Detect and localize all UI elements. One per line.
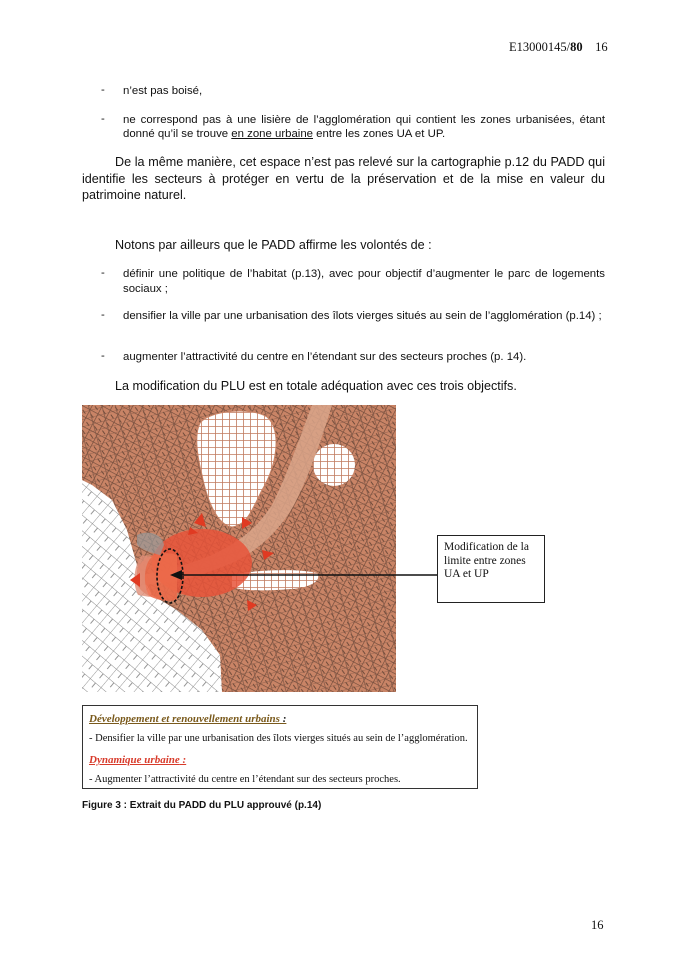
legend-title-dynamic: Dynamique urbaine :: [89, 754, 187, 766]
bullet-center-attractiveness: augmenter l’attractivité du centre en l’étendant sur des secteurs proches (p. 14).: [123, 351, 527, 363]
page-number: 16: [591, 918, 604, 932]
underlined-urban-zone: en zone urbaine: [231, 128, 313, 140]
reference-total: 80: [570, 40, 583, 54]
map-annotation-box: Modification de la limite entre zones UA et UP: [437, 535, 545, 603]
reference-number: E13000145/: [509, 40, 571, 54]
undeveloped-block-small: [313, 444, 355, 486]
bullet-not-edge-line2: [123, 127, 605, 142]
document-reference: [509, 40, 608, 55]
map-legend: [82, 705, 478, 789]
header-page-number: 16: [595, 40, 608, 54]
bullet-dash: -: [101, 350, 105, 362]
text-segment: donné qu’il se trouve: [123, 128, 232, 140]
legend-item-attractiveness: - Augmenter l’attractivité du centre en l’étendant sur des secteurs proches.: [89, 774, 401, 785]
bullet-dash: -: [101, 113, 105, 125]
bullet-densify-city: densifier la ville par une urbanisation des îlots vierges situés au sein de l’agglomération (p.14) ;: [123, 310, 602, 322]
legend-title-development: Développement et renouvellement urbains :: [89, 713, 287, 725]
paragraph-plu-consistency: La modification du PLU est en totale adéquation avec ces trois objectifs.: [115, 379, 517, 393]
figure-caption: Figure 3 : Extrait du PADD du PLU approuvé (p.14): [82, 800, 322, 811]
padd-map-image: [82, 405, 396, 692]
bullet-not-edge-line1: ne correspond pas à une lisière de l’agglomération qui contient les zones urbanisées, étant: [123, 114, 605, 126]
bullet-not-wooded: n’est pas boisé,: [123, 85, 203, 97]
bullet-dash: -: [101, 84, 105, 96]
text-segment: entre les zones UA et UP.: [313, 128, 446, 140]
bullet-dash: -: [101, 267, 105, 279]
paragraph-padd-intentions: Notons par ailleurs que le PADD affirme les volontés de :: [115, 238, 432, 252]
bullet-habitat-policy: définir une politique de l’habitat (p.13), avec pour objectif d’augmenter le parc de logements sociaux ;: [123, 268, 605, 295]
paragraph-padd-cartography: De la même manière, cet espace n’est pas relevé sur la cartographie p.12 du PADD qui identifie les secteurs à protéger en vertu de la préservation et de la mise en valeur du patrimoine naturel.: [82, 155, 605, 202]
bullet-dash: -: [101, 309, 105, 321]
annotation-arrow: [160, 560, 440, 590]
legend-item-densify: - Densifier la ville par une urbanisation des îlots vierges situés au sein de l’agglomération.: [89, 733, 468, 744]
